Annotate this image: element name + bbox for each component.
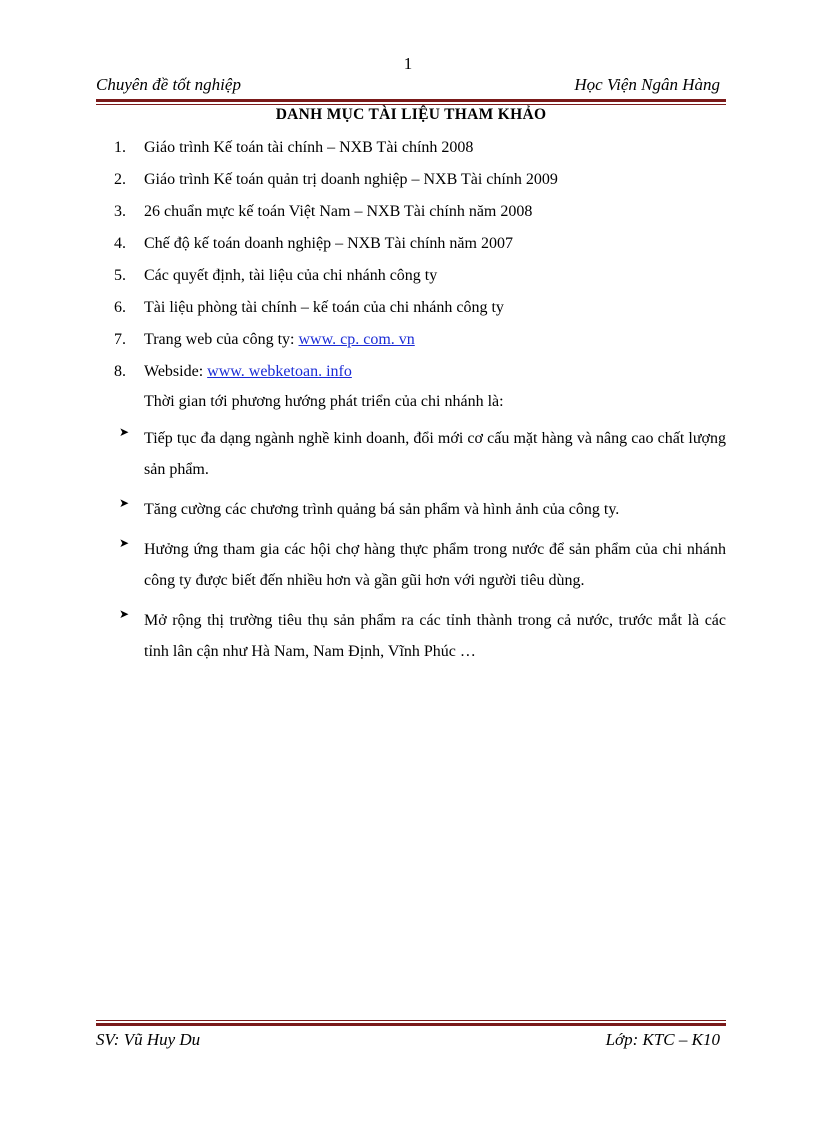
direction-item — [0, 423, 816, 485]
footer-left: SV: Vũ Huy Du — [96, 1030, 201, 1049]
page-number: 1 — [403, 54, 413, 73]
reference-text: Giáo trình Kế toán tài chính – NXB Tài chính 2008 — [144, 139, 474, 156]
reference-item — [0, 329, 816, 361]
reference-item — [0, 201, 816, 233]
direction-text: Tiếp tục đa dạng ngành nghề kinh doanh, đổi mới cơ cấu mặt hàng và nâng cao chất lượng sản phẩm. — [144, 430, 726, 478]
reference-item — [0, 137, 816, 169]
reference-text-with-link — [144, 361, 352, 383]
direction-item — [0, 534, 816, 596]
reference-number: 6. — [114, 299, 126, 316]
reference-text: 26 chuẩn mực kế toán Việt Nam – NXB Tài chính năm 2008 — [144, 203, 533, 220]
arrow-bullet-icon: ➤ — [119, 607, 130, 621]
reference-number: 5. — [114, 267, 126, 284]
arrow-bullet-icon: ➤ — [119, 425, 130, 439]
reference-number: 8. — [114, 363, 126, 380]
reference-number: 7. — [114, 331, 126, 348]
company-website-link[interactable]: www. cp. com. vn — [298, 331, 415, 348]
reference-text: Chế độ kế toán doanh nghiệp – NXB Tài chính năm 2007 — [144, 235, 513, 252]
page-header — [96, 75, 724, 99]
header-rule — [96, 99, 726, 105]
direction-text: Mở rộng thị trường tiêu thụ sản phẩm ra các tỉnh thành trong cả nước, trước mắt là các tỉnh lân cận như Hà Nam, Nam Định, Vĩnh Phúc … — [144, 612, 726, 660]
header-left: Chuyên đề tốt nghiệp — [96, 75, 241, 94]
reference-item — [0, 265, 816, 297]
reference-item — [0, 233, 816, 265]
webketoan-link[interactable]: www. webketoan. info — [207, 363, 352, 380]
page-footer — [96, 1030, 724, 1054]
reference-item — [0, 297, 816, 329]
intro-paragraph: Thời gian tới phương hướng phát triển của chi nhánh là: — [144, 393, 504, 410]
reference-text: Tài liệu phòng tài chính – kế toán của chi nhánh công ty — [144, 299, 504, 316]
reference-label: Webside: — [144, 363, 208, 380]
reference-text: Các quyết định, tài liệu của chi nhánh công ty — [144, 267, 438, 284]
header-right: Học Viện Ngân Hàng — [574, 75, 720, 94]
footer-right: Lớp: KTC – K10 — [605, 1030, 720, 1049]
reference-number: 2. — [114, 171, 126, 188]
arrow-bullet-icon: ➤ — [119, 496, 130, 510]
reference-label: Trang web của công ty: — [144, 331, 299, 348]
direction-text: Tăng cường các chương trình quảng bá sản phẩm và hình ảnh của công ty. — [144, 501, 620, 518]
reference-item — [0, 169, 816, 201]
reference-number: 4. — [114, 235, 126, 252]
reference-text-with-link — [144, 329, 415, 351]
reference-number: 3. — [114, 203, 126, 220]
reference-item — [0, 361, 816, 393]
reference-number: 1. — [114, 139, 126, 156]
reference-text: Giáo trình Kế toán quản trị doanh nghiệp – NXB Tài chính 2009 — [144, 171, 558, 188]
direction-list — [0, 423, 816, 676]
document-title: DANH MỤC TÀI LIỆU THAM KHẢO — [275, 106, 547, 123]
direction-item — [0, 605, 816, 667]
reference-list — [0, 137, 816, 393]
direction-item — [0, 494, 816, 525]
arrow-bullet-icon: ➤ — [119, 536, 130, 550]
direction-text: Hưởng ứng tham gia các hội chợ hàng thực phẩm trong nước để sản phẩm của chi nhánh công ty được biết đến nhiều hơn và gần gũi hơn với người tiêu dùng. — [144, 541, 726, 589]
footer-rule — [96, 1020, 726, 1026]
